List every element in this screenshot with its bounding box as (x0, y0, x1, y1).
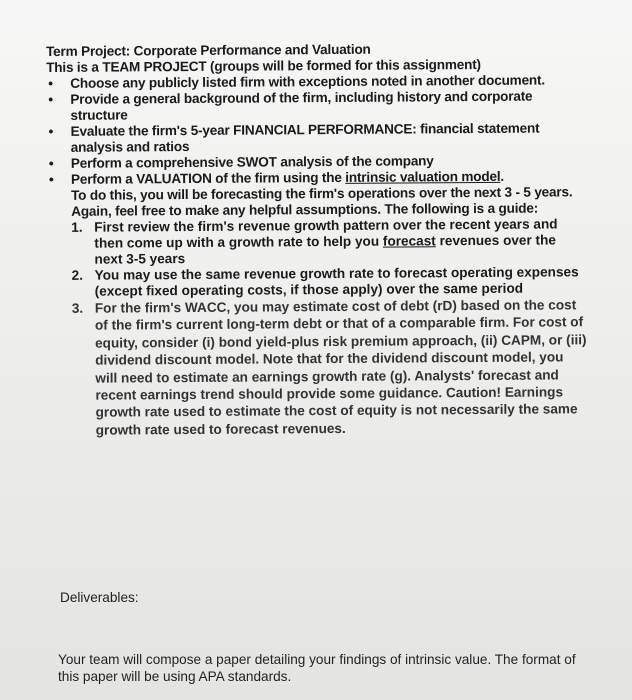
deliverables-heading: Deliverables: (60, 590, 139, 605)
guide-steps (71, 216, 589, 439)
bullet-item: • Perform a comprehensive SWOT analysis of the company (48, 153, 434, 171)
bullet-icon: • (48, 123, 54, 139)
bullet-item-valuation: • Perform a VALUATION of the firm using the intrinsic valuation model. To do this, you will be forecasting the firm's operations over the next 3 - 5 years. Again, feel free to make any helpful assumptions. The following is a guide: (47, 168, 587, 220)
intrinsic-valuation-link[interactable]: intrinsic valuation model (345, 168, 501, 185)
bullet-icon: • (48, 171, 54, 187)
guide-intro: To do this, you will be forecasting the firm's operations over the next 3 - 5 years. Again, feel free to make any helpful assumptions. The following is a guide: (71, 184, 573, 219)
intro-line: This is a TEAM PROJECT (groups will be formed for this assignment) (46, 56, 481, 75)
requirements-list (46, 72, 587, 220)
bullet-icon: • (48, 91, 54, 107)
assignment-body (46, 40, 589, 439)
bullet-item: • Provide a general background of the firm, including history and corporate structure (48, 88, 533, 123)
bullet-icon: • (48, 75, 53, 91)
guide-step-2: 2. You may use the same revenue growth rate to forecast operating expenses (except fixed operating costs, if those apply) over the same period (71, 264, 579, 299)
forecast-link[interactable]: forecast (382, 233, 436, 249)
guide-step-3: 3. For the firm's WACC, you may estimate cost of debt (rD) based on the cost of the firm's current long-term debt or that of a comparable firm. For cost of equity, consider (i) bond yield-plus risk premium approach, (ii) CAPM, or (iii) dividend discount model. Note that for the dividend discount model, you will need to estimate an earnings growth rate (g). Analysts' forecast and recent earnings trend should provide some guidance. Caution! Earnings growth rate used to estimate the cost of equity is not necessarily the same growth rate used to forecast revenues. (71, 297, 587, 438)
deliverables-text: Your team will compose a paper detailing your findings of intrinsic value. The format of this paper will be using APA standards. (58, 652, 576, 684)
bullet-item: • Evaluate the firm's 5-year FINANCIAL PERFORMANCE: financial statement analysis and ratios (48, 120, 540, 155)
bullet-icon: • (48, 155, 54, 171)
project-title: Term Project: Corporate Performance and Valuation (46, 41, 371, 59)
bullet-item: • Choose any publicly listed firm with exceptions noted in another document. (48, 72, 545, 91)
guide-step-1: 1. First review the firm's revenue growth pattern over the recent years and then come up with a growth rate to help you forecast revenues over the next 3-5 years (71, 216, 558, 267)
